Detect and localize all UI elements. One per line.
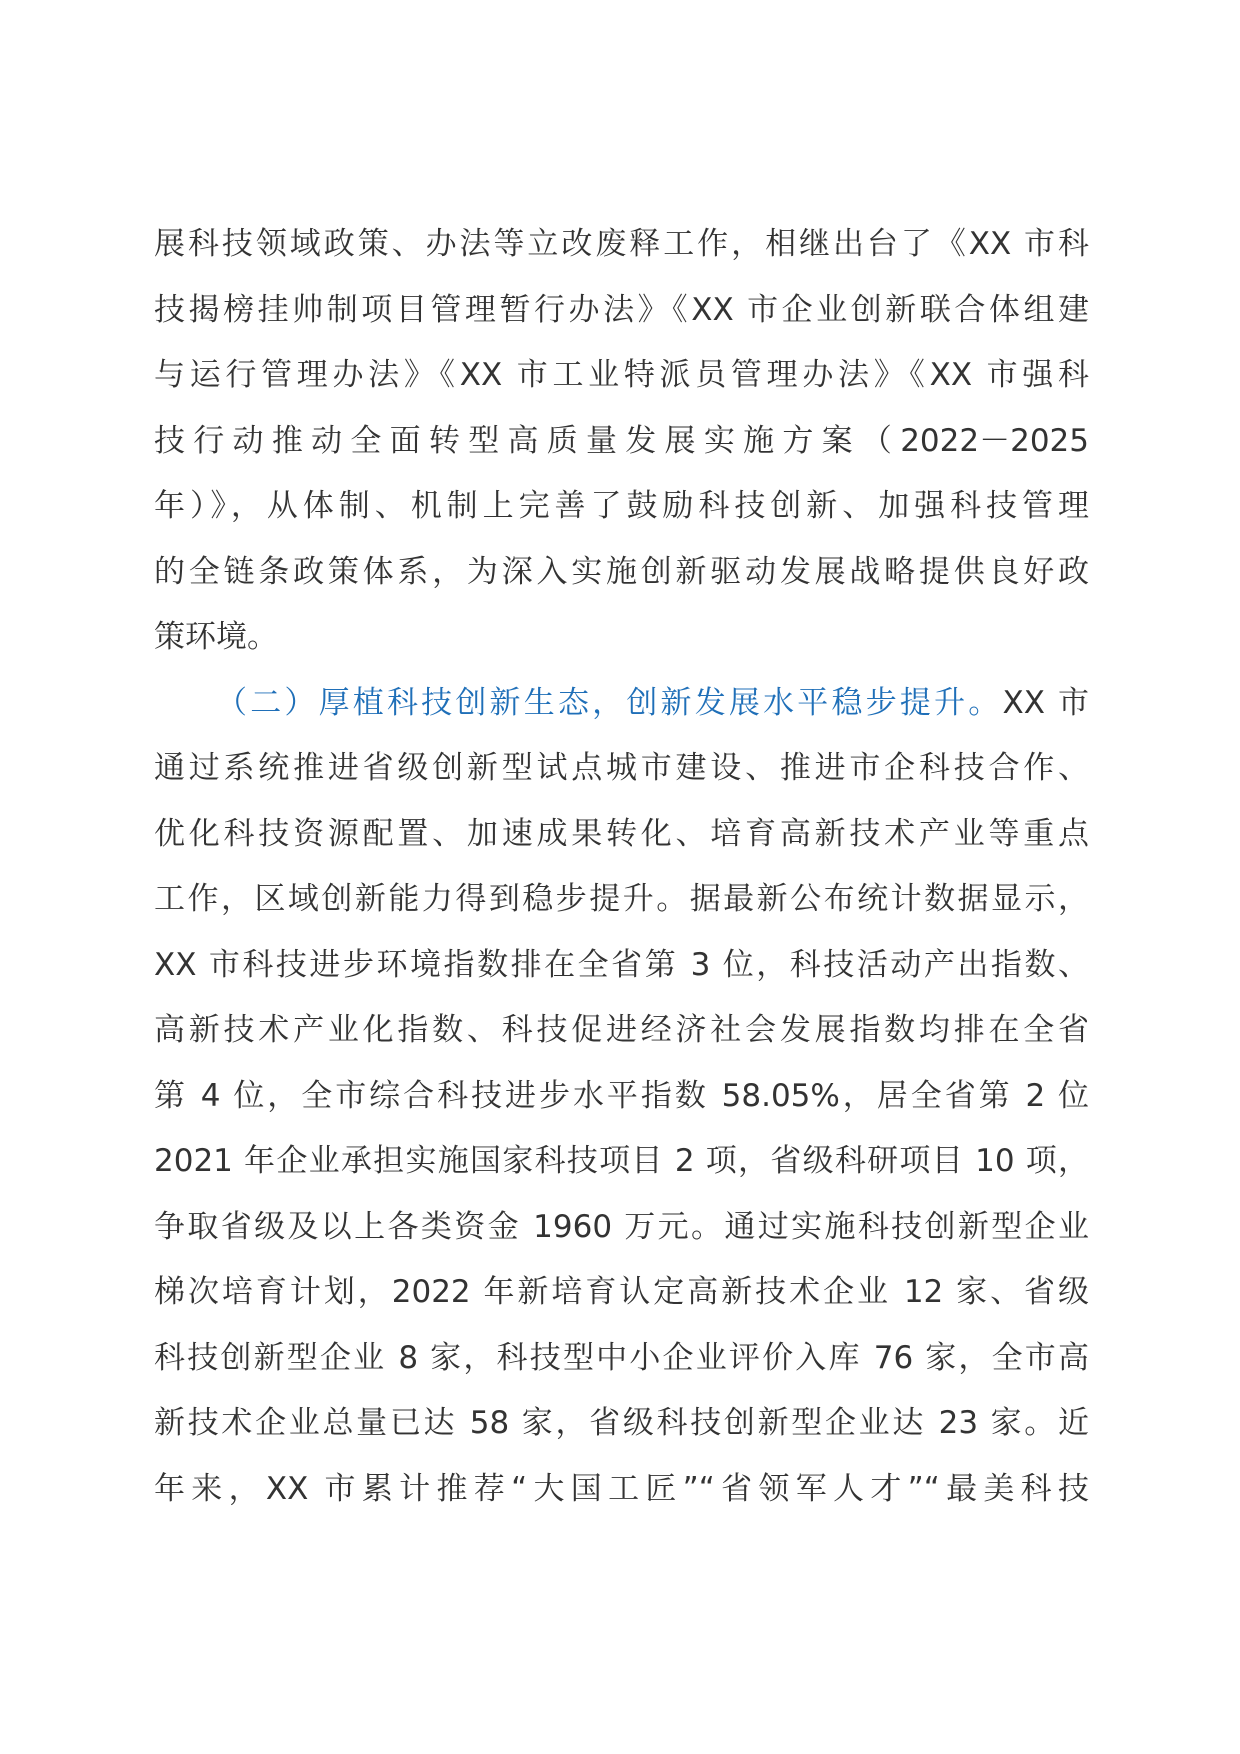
text-line: 年来，XX 市累计推荐“大国工匠”“省领军人才”“最美科技 (154, 1470, 1089, 1507)
text-line: 高新技术产业化指数、科技促进经济社会发展指数均排在全省 (154, 1012, 1089, 1048)
paragraph-innovation-ecosystem (154, 671, 1089, 1523)
document-body (154, 212, 1089, 1522)
paragraph-policy-system (154, 212, 1089, 671)
text-line: 技行动推动全面转型高质量发展实施方案（2022－2025 (154, 422, 1089, 459)
text-line: XX 市科技进步环境指数排在全省第 3 位，科技活动产出指数、 (154, 946, 1089, 983)
section-heading-line (154, 671, 1089, 737)
text-line: 新技术企业总量已达 58 家，省级科技创新型企业达 23 家。近 (154, 1405, 1089, 1441)
text-line: 与运行管理办法》《XX 市工业特派员管理办法》《XX 市强科 (154, 357, 1089, 393)
text-line: 2021 年企业承担实施国家科技项目 2 项，省级科研项目 10 项， (154, 1143, 1089, 1179)
text-line: 第 4 位，全市综合科技进步水平指数 58.05%，居全省第 2 位 (154, 1077, 1089, 1114)
text-line: 通过系统推进省级创新型试点城市建设、推进市企科技合作、 (154, 750, 1089, 786)
text-line: 科技创新型企业 8 家，科技型中小企业评价入库 76 家，全市高 (154, 1339, 1089, 1376)
text-line: 争取省级及以上各类资金 1960 万元。通过实施科技创新型企业 (154, 1208, 1089, 1245)
text-line: 技揭榜挂帅制项目管理暂行办法》《XX 市企业创新联合体组建 (154, 291, 1089, 328)
text-line: 年）》，从体制、机制上完善了鼓励科技创新、加强科技管理 (154, 488, 1089, 524)
heading-line-rest: XX 市 (1002, 684, 1089, 721)
text-line: 梯次培育计划，2022 年新培育认定高新技术企业 12 家、省级 (154, 1274, 1089, 1310)
text-line: 策环境。 (154, 619, 278, 655)
text-line: 的全链条政策体系，为深入实施创新驱动发展战略提供良好政 (154, 553, 1089, 590)
text-line: 优化科技资源配置、加速成果转化、培育高新技术产业等重点 (154, 815, 1089, 852)
text-line: 展科技领域政策、办法等立改废释工作，相继出台了《XX 市科 (154, 226, 1089, 262)
section-heading: （二）厚植科技创新生态，创新发展水平稳步提升。 (216, 684, 1003, 721)
text-line: 工作，区域创新能力得到稳步提升。据最新公布统计数据显示， (154, 881, 1089, 917)
